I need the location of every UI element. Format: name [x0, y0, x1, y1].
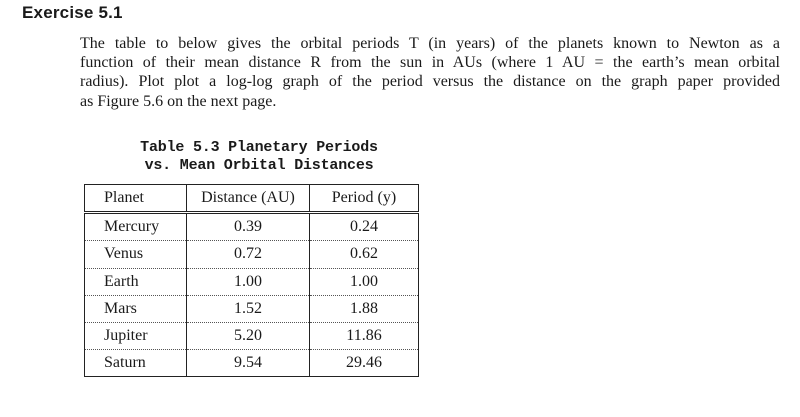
table-caption-subtitle: vs. Mean Orbital Distances — [144, 157, 374, 174]
cell-distance: 5.20 — [187, 322, 310, 349]
cell-period: 29.46 — [310, 350, 419, 377]
cell-planet: Earth — [85, 268, 187, 295]
table-row — [85, 241, 419, 268]
cell-period: 11.86 — [310, 322, 419, 349]
cell-planet: Jupiter — [85, 322, 187, 349]
cell-period: 1.88 — [310, 295, 419, 322]
cell-distance: 1.52 — [187, 295, 310, 322]
planet-table — [84, 184, 419, 377]
paragraph-line: function of their mean distance R from the sun in AUs (where 1 AU = the earth’s mean orbital — [80, 54, 780, 72]
exercise-paragraph — [80, 34, 780, 111]
cell-period: 0.62 — [310, 241, 419, 268]
cell-distance: 9.54 — [187, 350, 310, 377]
table-row — [85, 268, 419, 295]
paragraph-line: The table to below gives the orbital periods T (in years) of the planets known to Newton as a — [80, 35, 780, 52]
cell-distance: 0.72 — [187, 241, 310, 268]
exercise-heading: Exercise 5.1 — [22, 3, 123, 22]
column-header-distance: Distance (AU) — [187, 185, 310, 213]
cell-planet: Mercury — [85, 213, 187, 241]
cell-period: 1.00 — [310, 268, 419, 295]
cell-planet: Saturn — [85, 350, 187, 377]
paragraph-line: as Figure 5.6 on the next page. — [80, 92, 277, 110]
cell-period: 0.24 — [350, 218, 378, 236]
cell-distance: 0.39 — [187, 213, 310, 241]
table-row — [85, 322, 419, 349]
cell-distance: 1.00 — [187, 268, 310, 295]
table-header-row — [85, 185, 419, 213]
table-caption — [84, 139, 434, 175]
table-row — [85, 213, 419, 241]
column-header-planet: Planet — [85, 185, 187, 213]
paragraph-line: radius). Plot plot a log-log graph of the period versus the distance on the graph paper provided — [80, 73, 780, 91]
column-header-period: Period (y) — [310, 185, 419, 213]
table-row — [85, 295, 419, 322]
cell-planet: Venus — [85, 241, 187, 268]
table-caption-title: Table 5.3 Planetary Periods — [140, 139, 378, 156]
table-row — [85, 350, 419, 377]
cell-planet: Mars — [85, 295, 187, 322]
